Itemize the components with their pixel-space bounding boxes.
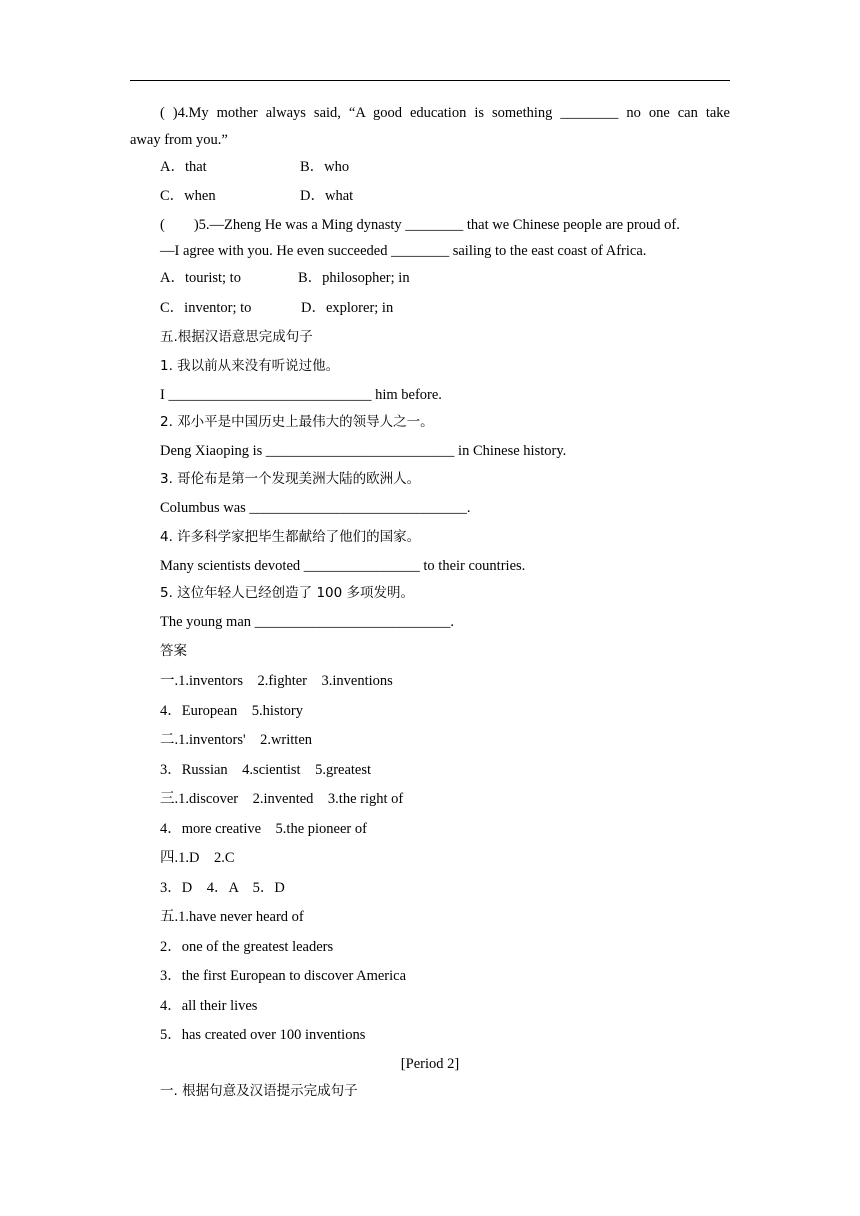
answer-line: 3．the first European to discover America: [160, 968, 407, 984]
answer-line: 三.1.discover 2.invented 3.the right of: [160, 791, 404, 807]
chinese-prompt: 1. 我以前从来没有听说过他。: [160, 358, 340, 374]
chinese-prompt: 3. 哥伦布是第一个发现美洲大陆的欧洲人。: [160, 471, 421, 487]
english-blank-sentence: Columbus was ______________________________.: [160, 500, 471, 516]
option-d: D．explorer; in: [301, 300, 394, 316]
english-blank-sentence: I ____________________________ him before.: [160, 387, 442, 403]
option-d: D．what: [300, 188, 354, 204]
answer-line: 二.1.inventors' 2.written: [160, 732, 313, 748]
question-4-line-2: away from you.”: [130, 132, 228, 148]
answer-line: 4．all their lives: [160, 998, 258, 1014]
english-blank-sentence: Deng Xiaoping is __________________________ in Chinese history.: [160, 443, 567, 459]
option-b: B．who: [300, 159, 350, 175]
chinese-prompt: 5. 这位年轻人已经创造了 100 多项发明。: [160, 585, 415, 601]
answer-line: 5．has created over 100 inventions: [160, 1027, 366, 1043]
answer-line: 4．European 5.history: [160, 703, 303, 719]
chinese-prompt: 2. 邓小平是中国历史上最伟大的领导人之一。: [160, 414, 434, 430]
period-heading: [Period 2]: [400, 1056, 460, 1072]
answers-heading: 答案: [160, 643, 187, 659]
answer-line: 2．one of the greatest leaders: [160, 939, 334, 955]
header-rule: [130, 80, 730, 81]
chinese-prompt: 4. 许多科学家把毕生都献给了他们的国家。: [160, 529, 421, 545]
next-section-heading: 一. 根据句意及汉语提示完成句子: [160, 1083, 358, 1099]
answer-line: 3．D 4．A 5．D: [160, 880, 285, 896]
section-heading: 五.根据汉语意思完成句子: [160, 329, 313, 345]
answer-line: 一.1.inventors 2.fighter 3.inventions: [160, 673, 393, 689]
answer-line: 四.1.D 2.C: [160, 850, 235, 866]
question-4-line-1: ( )4.My mother always said, “A good education is something ________ no one can take: [160, 105, 730, 121]
option-a: A．that: [160, 159, 207, 175]
question-5-line-1: ( )5.—Zheng He was a Ming dynasty ________ that we Chinese people are proud of.: [160, 217, 680, 233]
english-blank-sentence: Many scientists devoted ________________ to their countries.: [160, 558, 526, 574]
option-c: C．inventor; to: [160, 300, 252, 316]
question-5-line-2: —I agree with you. He even succeeded ________ sailing to the east coast of Africa.: [160, 243, 647, 259]
option-b: B．philosopher; in: [298, 270, 410, 286]
answer-line: 3．Russian 4.scientist 5.greatest: [160, 762, 372, 778]
answer-line: 4．more creative 5.the pioneer of: [160, 821, 367, 837]
option-a: A．tourist; to: [160, 270, 241, 286]
answer-line: 五.1.have never heard of: [160, 909, 304, 925]
english-blank-sentence: The young man ___________________________.: [160, 614, 455, 630]
option-c: C．when: [160, 188, 216, 204]
